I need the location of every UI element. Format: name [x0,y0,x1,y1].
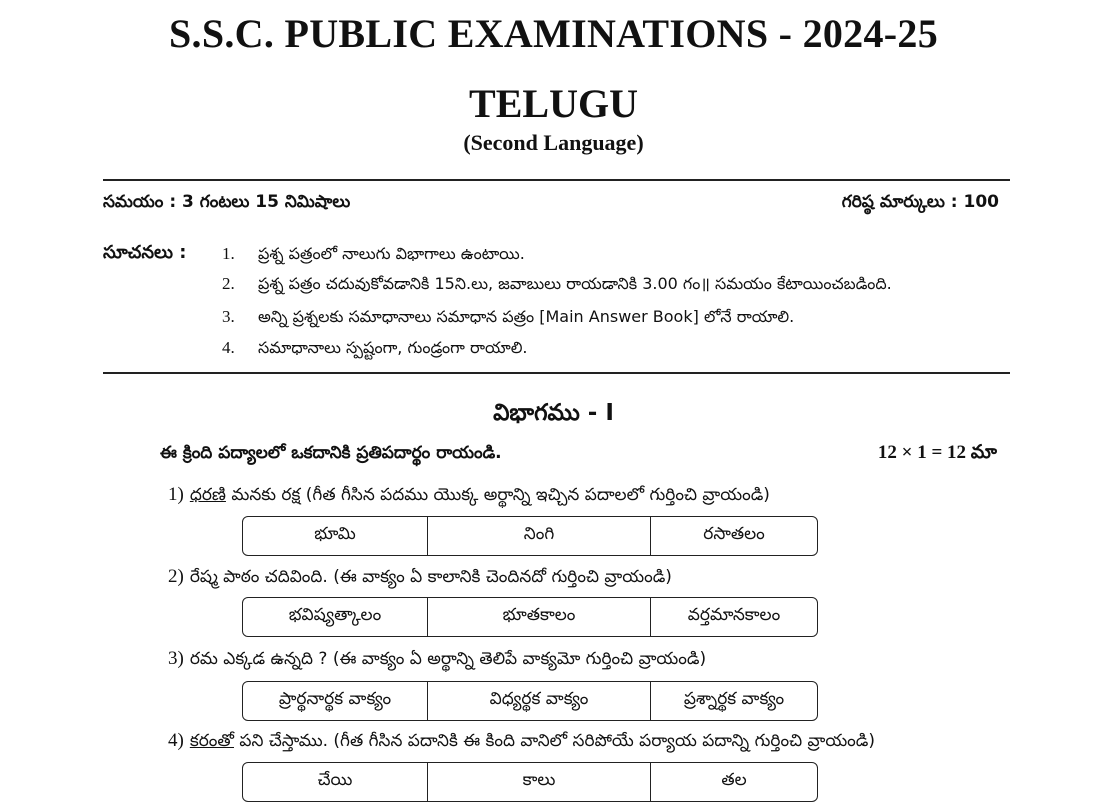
instruction-text: అన్ని ప్రశ్నలకు సమాధానాలు సమాధాన పత్రం [Main Answer Book] లోనే రాయాలి. [258,307,795,326]
divider-top [103,179,1010,181]
instructions-title: సూచనలు : [103,242,187,263]
instruction-item [222,307,794,330]
divider-bottom [103,372,1010,374]
underlined-word: ధరణి [189,485,226,505]
question-1 [168,484,770,509]
question-number: 1) [168,484,184,505]
option-b: విధ్యర్థక వాక్యం [428,682,651,720]
option-c: తల [721,770,747,790]
exam-time: సమయం : 3 గంటలు 15 నిమిషాలు [103,192,351,212]
question-number: 2) [168,566,184,587]
options-box-2 [242,597,818,637]
instruction-number: 2. [222,274,235,293]
instruction-text: సమాధానాలు స్పష్టంగా, గుండ్రంగా రాయాలి. [258,338,528,357]
question-text: రేష్మ పాఠం చదివింది. (ఈ వాక్యం ఏ కాలానికి చెందినదో గుర్తించి వ్రాయండి) [189,567,672,587]
option-a: ప్రార్థనార్థక వాక్యం [243,682,428,720]
option-a: భూమి [243,517,428,555]
option-b: నింగి [428,517,651,555]
instruction-text: ప్రశ్న పత్రం చదువుకోవడానికి 15ని.లు, జవాబులు రాయడానికి 3.00 గం॥ సమయం కేటాయించబడింది. [258,274,892,293]
option-a: భవిష్యత్కాలం [243,598,428,636]
option-b: కాలు [428,763,651,801]
question-text: మనకు రక్ష (గీత గీసిన పదము యొక్క అర్థాన్ని ఇచ్చిన పదాలలో గుర్తించి వ్రాయండి) [225,485,770,505]
option-c: రసాతలం [703,524,765,544]
instruction-number: 1. [222,244,235,263]
question-text: పని చేస్తాము. (గీత గీసిన పదానికి ఈ కింది వానిలో సరిపోయే పర్యాయ పదాన్ని గుర్తించి వ్రాయండి) [234,731,876,751]
instruction-item [222,338,528,361]
subject-title: TELUGU [469,81,638,126]
options-box-4 [242,762,818,802]
option-b: భూతకాలం [428,598,651,636]
section-title: విభాగము - I [493,400,614,426]
question-heading: ఈ క్రింది పద్యాలలో ఒకదానికి ప్రతిపదార్థం రాయండి. [160,443,502,463]
question-marks: 12 × 1 = 12 మా [877,442,997,463]
question-3 [168,648,706,673]
question-4 [168,730,875,755]
instruction-number: 3. [222,307,235,326]
instruction-text: ప్రశ్న పత్రంలో నాలుగు విభాగాలు ఉంటాయి. [258,244,525,263]
exam-title: S.S.C. PUBLIC EXAMINATIONS - 2024-25 [168,11,939,56]
options-box-3 [242,681,818,721]
instruction-item [222,244,525,267]
instruction-item [222,274,892,297]
max-marks: గరిష్ఠ మార్కులు : 100 [841,192,999,212]
option-c: ప్రశ్నార్థక వాక్యం [683,689,785,709]
question-text: రమ ఎక్కడ ఉన్నది ? (ఈ వాక్యం ఏ అర్థాన్ని తెలిపే వాక్యమో గుర్తించి వ్రాయండి) [189,649,707,669]
question-number: 3) [168,648,184,669]
option-a: చేయి [243,763,428,801]
language-type: (Second Language) [463,130,644,155]
option-c: వర్తమానకాలం [687,605,781,625]
question-number: 4) [168,730,184,751]
underlined-word: కరంతో [189,731,234,751]
options-box-1 [242,516,818,556]
question-2 [168,566,672,591]
instruction-number: 4. [222,338,235,357]
